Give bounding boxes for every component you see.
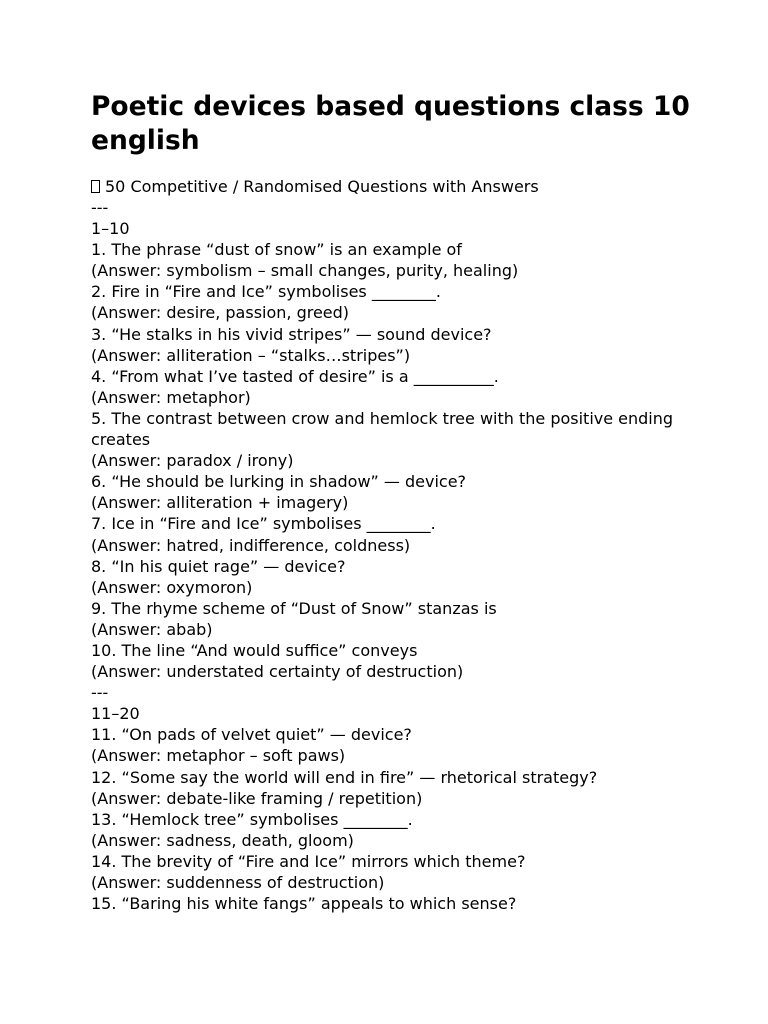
question-line: 14. The brevity of “Fire and Ice” mirrors which theme? — [91, 851, 526, 871]
answer-line: (Answer: hatred, indifference, coldness) — [91, 535, 411, 555]
subtitle-text: 50 Competitive / Randomised Questions with Answers — [105, 177, 539, 196]
section-divider: --- — [91, 683, 109, 703]
missing-glyph-box-icon — [91, 180, 100, 193]
answer-line: (Answer: suddenness of destruction) — [91, 873, 385, 892]
question-line: 4. “From what I’ve tasted of desire” is a __________. — [91, 366, 499, 386]
answer-line: (Answer: abab) — [91, 619, 213, 639]
question-line: 2. Fire in “Fire and Ice” symbolises ________. — [91, 282, 441, 302]
question-line: 9. The rhyme scheme of “Dust of Snow” stanzas is — [91, 598, 497, 618]
answer-line: (Answer: oxymoron) — [91, 577, 253, 597]
question-list — [91, 197, 691, 914]
section-heading: 11–20 — [91, 704, 140, 724]
question-line: 8. “In his quiet rage” — device? — [91, 556, 346, 576]
answer-line: (Answer: paradox / irony) — [91, 451, 294, 471]
question-line: 12. “Some say the world will end in fire” — rhetorical strategy? — [91, 767, 598, 787]
question-line: 3. “He stalks in his vivid stripes” — sound device? — [91, 324, 492, 344]
answer-line: (Answer: debate-like framing / repetition) — [91, 788, 423, 808]
question-line: 7. Ice in “Fire and Ice” symbolises ________. — [91, 514, 436, 534]
question-line: 11. “On pads of velvet quiet” — device? — [91, 725, 412, 745]
question-line: 13. “Hemlock tree” symbolises ________. — [91, 809, 413, 829]
subtitle — [91, 176, 691, 197]
answer-line: (Answer: alliteration – “stalks…stripes”) — [91, 345, 411, 365]
answer-line: (Answer: understated certainty of destruction) — [91, 662, 464, 682]
answer-line: (Answer: alliteration + imagery) — [91, 493, 349, 513]
answer-line: (Answer: metaphor) — [91, 387, 251, 407]
question-line: 10. The line “And would suffice” conveys — [91, 640, 418, 660]
answer-line: (Answer: metaphor – soft paws) — [91, 746, 346, 766]
section-divider: --- — [91, 198, 109, 217]
answer-line: (Answer: sadness, death, gloom) — [91, 830, 354, 850]
page-title: Poetic devices based questions class 10 english — [91, 91, 690, 156]
question-line: 15. “Baring his white fangs” appeals to which sense? — [91, 894, 517, 914]
answer-line: (Answer: desire, passion, greed) — [91, 303, 350, 323]
question-line: 6. “He should be lurking in shadow” — device? — [91, 472, 467, 492]
question-line: 1. The phrase “dust of snow” is an example of — [91, 240, 462, 260]
answer-line: (Answer: symbolism – small changes, purity, healing) — [91, 261, 519, 281]
document-page — [91, 90, 691, 914]
question-line: 5. The contrast between crow and hemlock tree with the positive ending creates — [91, 408, 674, 450]
section-heading: 1–10 — [91, 219, 130, 239]
